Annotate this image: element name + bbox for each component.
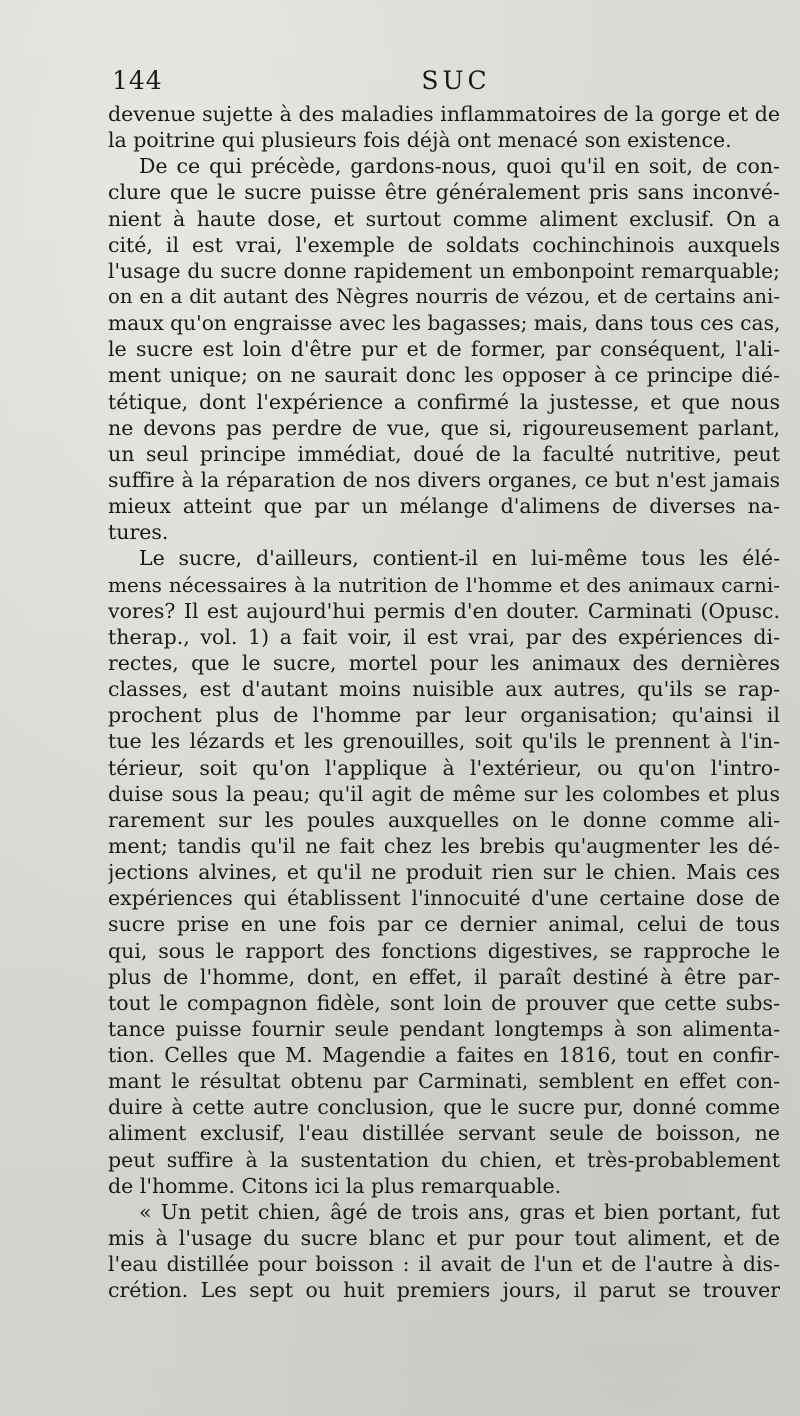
text-line: la poitrine qui plusieurs fois déjà ont menacé son existence. — [108, 128, 732, 153]
text-line: « Un petit chien, âgé de trois ans, gras et bien portant, fut — [139, 1199, 780, 1224]
text-line: Le sucre, d'ailleurs, contient-il en lui-même tous les élé- — [139, 546, 780, 571]
text-line: mieux atteint que par un mélange d'alimens de diverses na- — [108, 494, 780, 519]
page-number: 144 — [112, 66, 163, 95]
text-line: aliment exclusif, l'eau distillée servant seule de boisson, ne — [108, 1121, 780, 1146]
text-line: prochent plus de l'homme par leur organisation; qu'ainsi il — [108, 703, 780, 728]
text-line: tétique, dont l'expérience a confirmé la justesse, et que nous — [108, 389, 780, 414]
text-line: rarement sur les poules auxquelles on le donne comme ali- — [108, 807, 780, 832]
text-line: suffire à la réparation de nos divers organes, ce but n'est jamais — [108, 467, 780, 492]
text-line: crétion. Les sept ou huit premiers jours, il parut se trouver — [108, 1278, 780, 1303]
text-line: expériences qui établissent l'innocuité d'une certaine dose de — [108, 886, 780, 911]
text-line: on en a dit autant des Nègres nourris de vézou, et de certains ani- — [108, 284, 780, 308]
text-line: mis à l'usage du sucre blanc et pur pour tout aliment, et de — [108, 1226, 780, 1251]
text-line: tout le compagnon fidèle, sont loin de prouver que cette subs- — [108, 990, 780, 1015]
text-line: ment; tandis qu'il ne fait chez les brebis qu'augmenter les dé- — [108, 833, 780, 858]
text-line: nient à haute dose, et surtout comme aliment exclusif. On a — [108, 206, 780, 231]
page-header — [108, 66, 780, 100]
text-line: ne devons pas perdre de vue, que si, rigoureusement parlant, — [108, 415, 780, 440]
text-line: tance puisse fournir seule pendant longtemps à son alimenta- — [108, 1016, 780, 1041]
text-line: clure que le sucre puisse être généralement pris sans inconvé- — [108, 180, 780, 205]
text-line: devenue sujette à des maladies inflammatoires de la gorge et de — [108, 102, 780, 126]
text-line: peut suffire à la sustentation du chien, et très-probablement — [108, 1147, 780, 1172]
text-line: mant le résultat obtenu par Carminati, semblent en effet con- — [108, 1069, 780, 1094]
text-line: tue les lézards et les grenouilles, soit qu'ils le prennent à l'in- — [108, 729, 780, 754]
text-line: jections alvines, et qu'il ne produit rien sur le chien. Mais ces — [108, 860, 780, 885]
body-text — [108, 101, 780, 1303]
text-line: duise sous la peau; qu'il agit de même sur les colombes et plus — [108, 781, 780, 806]
text-line: mens nécessaires à la nutrition de l'homme et des animaux carni- — [108, 572, 780, 597]
text-line: cité, il est vrai, l'exemple de soldats cochinchinois auxquels — [108, 232, 780, 257]
text-line: vores? Il est aujourd'hui permis d'en douter. Carminati (Opusc. — [108, 598, 780, 623]
text-line: l'eau distillée pour boisson : il avait de l'un et de l'autre à dis- — [108, 1252, 780, 1277]
text-line: ment unique; on ne saurait donc les opposer à ce principe dié- — [108, 363, 780, 388]
text-line: De ce qui précède, gardons-nous, quoi qu'il en soit, de con- — [139, 154, 780, 179]
text-line: le sucre est loin d'être pur et de former, par conséquent, l'ali- — [108, 337, 780, 362]
text-line: plus de l'homme, dont, en effet, il paraît destiné à être par- — [108, 964, 780, 989]
text-line: l'usage du sucre donne rapidement un embonpoint remarquable; — [108, 258, 780, 283]
text-line: sucre prise en une fois par ce dernier animal, celui de tous — [108, 912, 780, 937]
text-line: duire à cette autre conclusion, que le sucre pur, donné comme — [108, 1095, 780, 1120]
text-line: therap., vol. 1) a fait voir, il est vrai, par des expériences di- — [108, 624, 780, 649]
text-line: qui, sous le rapport des fonctions digestives, se rapproche le — [108, 938, 780, 963]
text-line: tures. — [108, 520, 169, 545]
text-line: de l'homme. Citons ici la plus remarquable. — [108, 1173, 562, 1198]
text-line: classes, est d'autant moins nuisible aux autres, qu'ils se rap- — [108, 677, 780, 702]
text-line: tion. Celles que M. Magendie a faites en 1816, tout en confir- — [108, 1043, 780, 1068]
text-line: térieur, soit qu'on l'applique à l'extérieur, ou qu'on l'intro- — [108, 755, 780, 780]
running-head: SUC — [421, 66, 491, 95]
text-line: un seul principe immédiat, doué de la faculté nutritive, peut — [108, 441, 780, 466]
text-line: maux qu'on engraisse avec les bagasses; mais, dans tous ces cas, — [108, 311, 780, 336]
text-line: rectes, que le sucre, mortel pour les animaux des dernières — [108, 650, 780, 675]
